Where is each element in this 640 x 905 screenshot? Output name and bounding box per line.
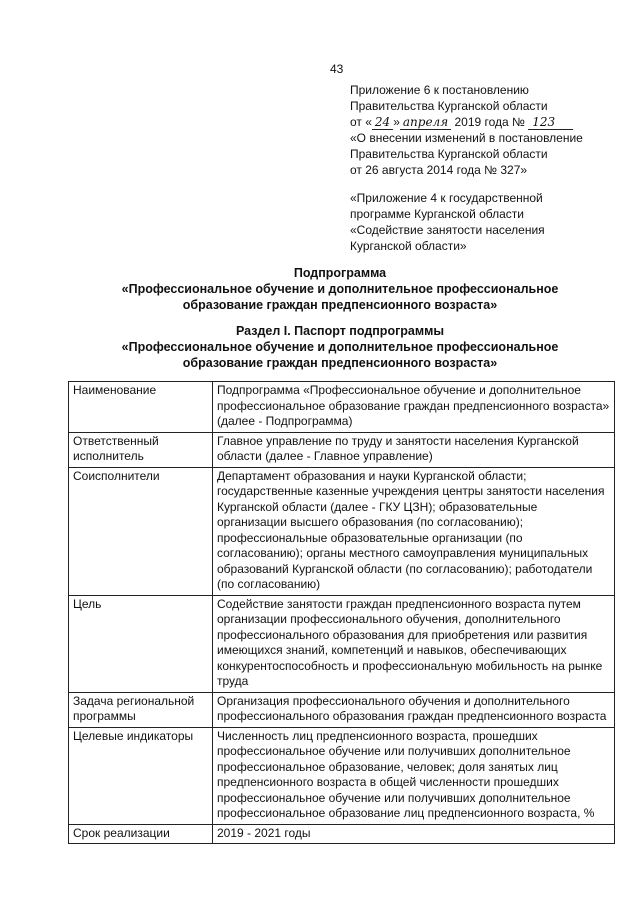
table-row [69,692,615,727]
row-name: Ответственный исполнитель [69,432,213,467]
handwritten-month: апреля [400,115,451,130]
row-value: Содействие занятости граждан предпенсионного возраста путем организации профессионального обучения, дополнительного профессионального образования для приобретения или развития имеющихся знаний, компетенций и навыков, обеспечивающих конкурентоспособность и профессиональную мобильность на рынке труда [213,595,615,692]
appendix-line: Правительства Курганской области [350,99,548,113]
appendix-line: Правительства Курганской области [350,147,548,161]
annex-line: «Содействие занятости населения [350,223,545,237]
section-title-line: образование граждан предпенсионного возраста» [182,356,498,370]
row-value: Численность лиц предпенсионного возраста, прошедших профессиональное обучение или получивших дополнительное профессиональное образование, человек; доля занятых лиц предпенсионного возраста в общей численности прошедших профессиональное обучение или получивших дополнительное профессиональное образование лиц предпенсионного возраста, % [213,727,615,824]
date-suffix: 2019 года № [451,115,525,129]
appendix-line: Приложение 6 к постановлению [350,83,529,97]
date-prefix: от « [350,115,372,129]
subprogram-label: Подпрограмма [293,266,387,280]
row-value: Организация профессионального обучения и дополнительного профессионального образования граждан предпенсионного возраста [213,692,615,727]
row-name: Наименование [69,382,213,433]
row-value: Главное управление по труду и занятости населения Курганской области (далее - Главное управление) [213,432,615,467]
table-row [69,727,615,824]
row-name: Задача региональной программы [69,692,213,727]
date-mid: » [393,115,400,129]
subprogram-heading [60,265,620,313]
annex-header [350,190,545,254]
section-title-line: «Профессиональное обучение и дополнительное профессиональное [121,340,559,354]
row-name: Срок реализации [69,824,213,844]
row-value: 2019 - 2021 годы [213,824,615,844]
subprogram-title-line: «Профессиональное обучение и дополнительное профессиональное [121,282,559,296]
appendix-line: «О внесении изменений в постановление [350,131,583,145]
row-name: Целевые индикаторы [69,727,213,824]
table-row [69,467,615,595]
row-name: Цель [69,595,213,692]
annex-line: программе Курганской области [350,207,524,221]
table-row [69,824,615,844]
row-name: Соисполнители [69,467,213,595]
table-row [69,595,615,692]
table-row [69,382,615,433]
row-value: Департамент образования и науки Курганской области; государственные казенные учреждения центры занятости населения Курганской области (далее - ГКУ ЦЗН); образовательные организации высшего образования (по согласованию); профессиональные образовательные организации (по согласованию); органы местного самоуправления муниципальных образований Курганской области (по согласованию); работодатели (по согласованию) [213,467,615,595]
appendix-line: от 26 августа 2014 года № 327» [350,163,528,177]
passport-table [68,381,615,844]
annex-line: «Приложение 4 к государственной [350,191,543,205]
page-number: 43 [330,62,344,76]
annex-line: Курганской области» [350,239,467,253]
appendix-date-line [350,114,583,130]
handwritten-day: 24 [372,115,393,130]
subprogram-title-line: образование граждан предпенсионного возраста» [182,298,498,312]
section-label: Раздел I. Паспорт подпрограммы [235,324,445,338]
appendix-header [350,82,583,178]
row-value: Подпрограмма «Профессиональное обучение и дополнительное профессиональное образование граждан предпенсионного возраста» (далее - Подпрограмма) [213,382,615,433]
table-row [69,432,615,467]
section-heading [60,323,620,371]
handwritten-doc-number: 123 [528,115,573,130]
